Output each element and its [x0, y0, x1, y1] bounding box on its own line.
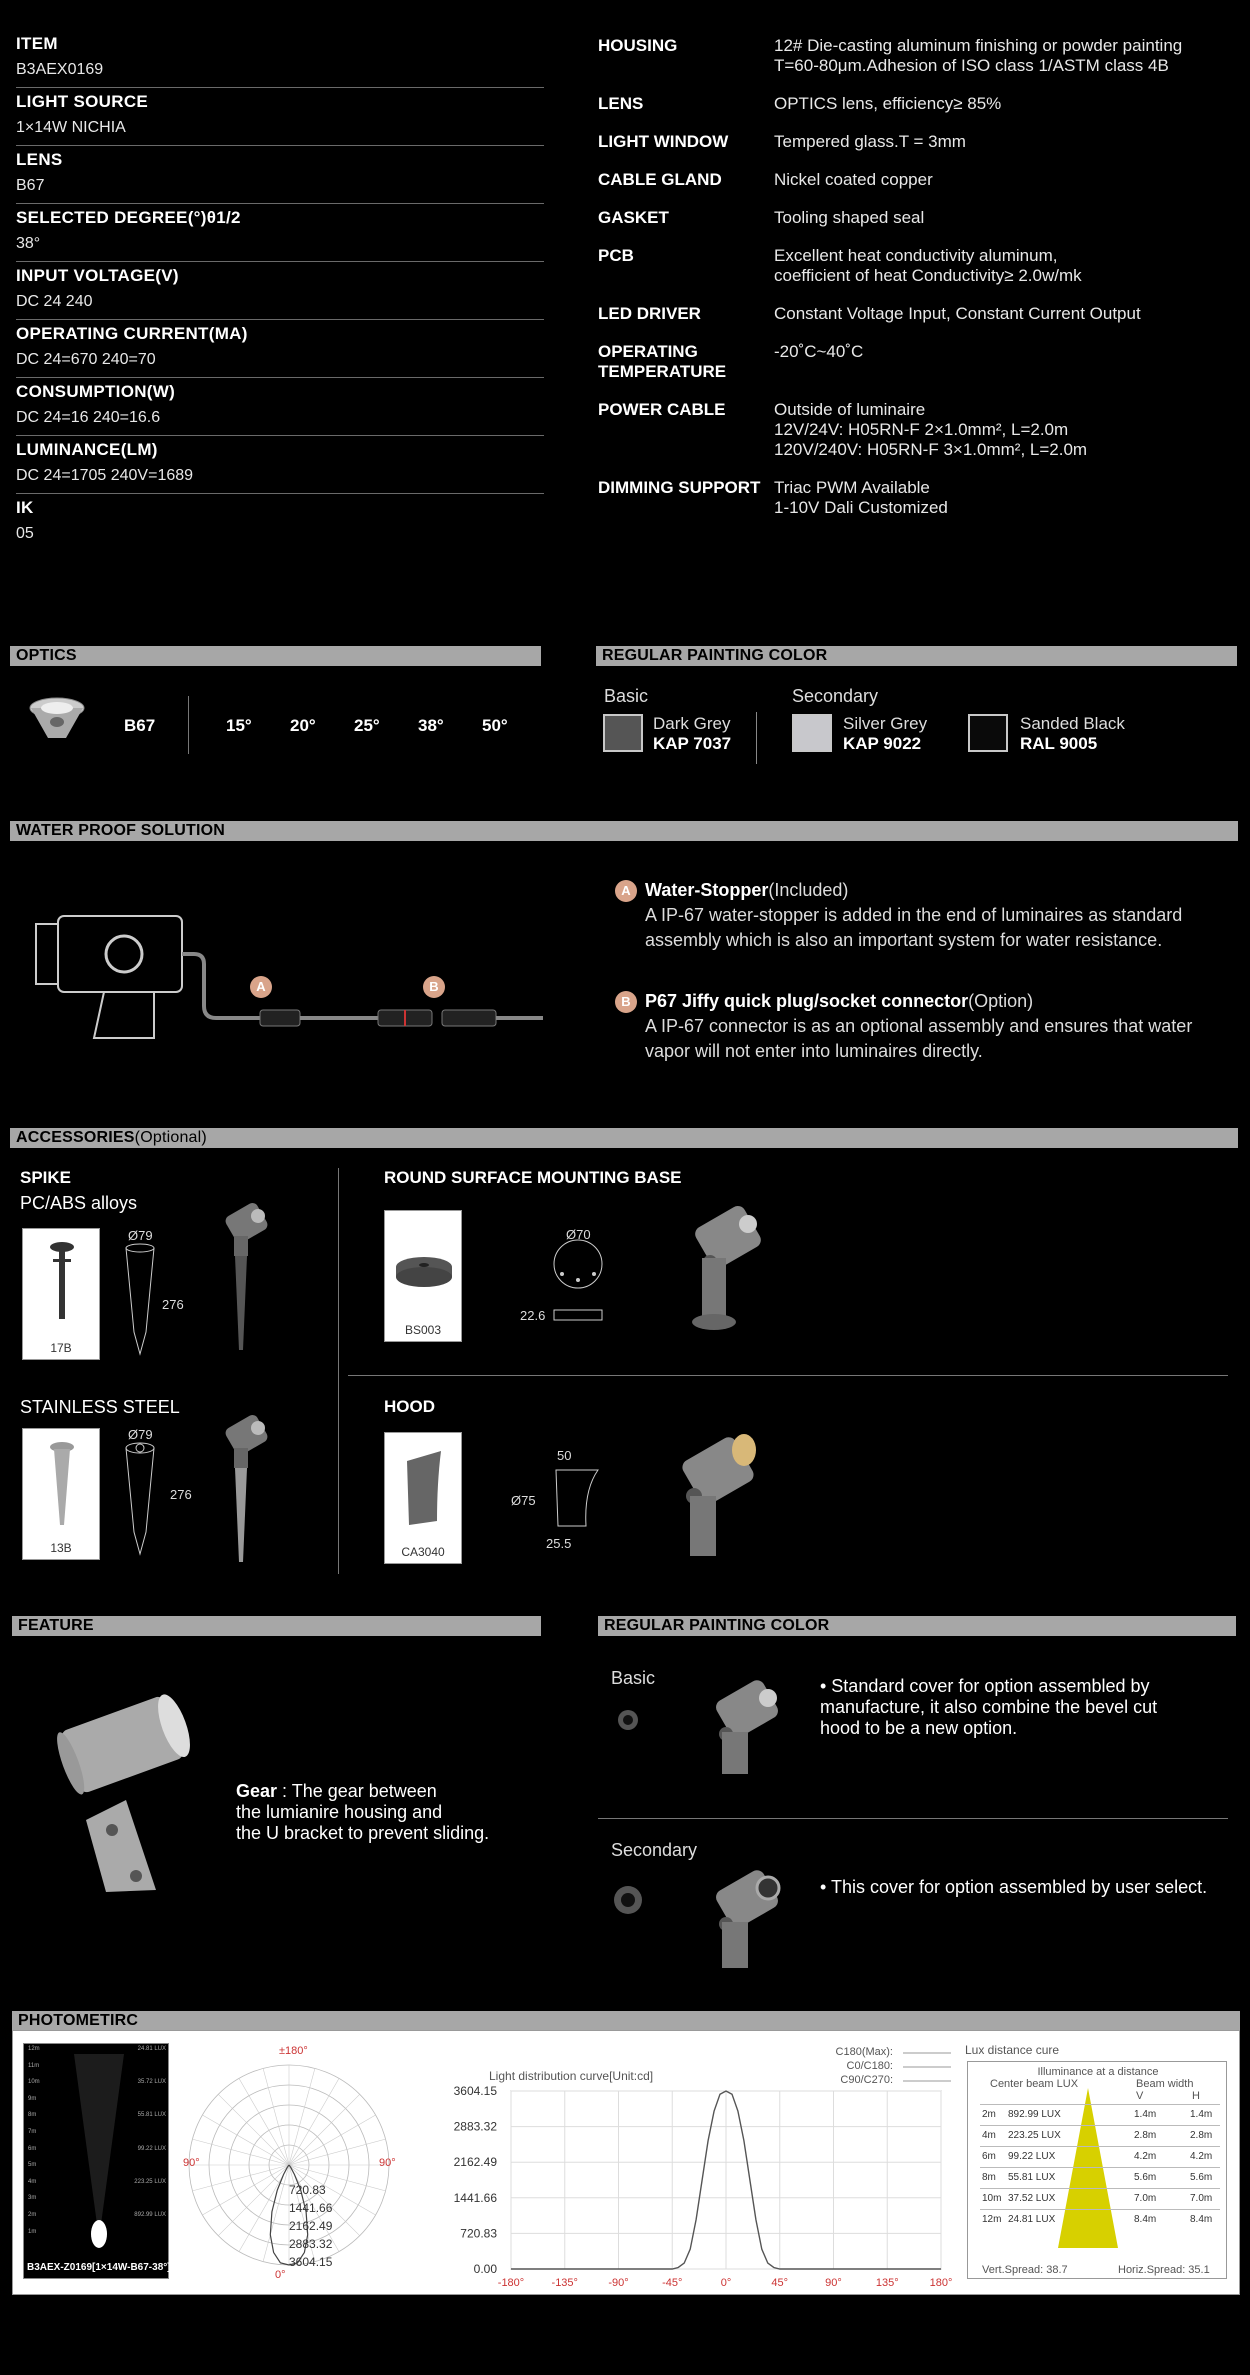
y-tick-label: 2883.32	[453, 2119, 497, 2134]
spec-item	[16, 146, 544, 204]
isolux-distance: 5m	[28, 2162, 37, 2169]
painting-basic-label: Basic	[604, 686, 649, 706]
spike-drawing	[118, 1228, 178, 1356]
isolux-distance: 11m	[28, 2062, 40, 2069]
gear-description: : The gear between the lumianire housing and the U bracket to prevent sliding.	[236, 1781, 490, 1843]
water-stopper-text: A IP-67 water-stopper is added in the end of luminaires as standard assembly which is also an important system for water resistance.	[645, 905, 1183, 950]
spec-value: DC 24=16 240=16.6	[16, 409, 161, 426]
degree-50: 50°	[482, 716, 508, 735]
spec-value: Nickel coated copper	[774, 170, 933, 189]
lux-cell: 12m	[982, 2214, 1002, 2225]
spec-row	[598, 342, 1238, 382]
x-tick-label: -135°	[551, 2277, 578, 2289]
lux-cell: 2.8m	[1190, 2130, 1213, 2141]
lux-cell: 4.2m	[1190, 2151, 1213, 2162]
spec-item	[16, 262, 544, 320]
polar-spoke	[289, 2139, 386, 2165]
hood-drawing	[540, 1460, 610, 1540]
spec-row	[598, 400, 1238, 460]
spec-value: B3AEX0169	[16, 61, 104, 78]
secondary-cover-image	[612, 1884, 644, 1916]
spec-value: Tooling shaped seal	[774, 208, 925, 227]
spec-list-right	[598, 36, 1238, 536]
isolux-distance: 7m	[28, 2129, 37, 2135]
lux-title: Lux distance cure	[965, 2043, 1060, 2057]
spec-row	[598, 36, 1238, 76]
lens-code: B67	[124, 716, 156, 735]
lux-head2: Center beam LUX	[990, 2078, 1079, 2090]
lux-head3: Beam width	[1136, 2078, 1194, 2090]
swatch-silver-grey	[792, 714, 832, 752]
polar-spoke	[239, 2078, 289, 2165]
lux-row	[980, 2209, 1220, 2230]
spike-title: SPIKE	[20, 1168, 72, 1187]
spec-value: Excellent heat conductivity aluminum, coefficient of heat Conductivity≥ 2.0w/mk	[774, 246, 1082, 285]
accessories-header	[10, 1128, 1238, 1148]
lux-cell: 37.52 LUX	[1008, 2193, 1056, 2204]
spec-item	[16, 204, 544, 262]
base-dia: Ø70	[566, 1227, 591, 1242]
spec-value: Outside of luminaire 12V/24V: H05RN-F 2×1.0mm², L=2.0m 120V/240V: H05RN-F 3×1.0mm², L=2.0m	[774, 400, 1088, 459]
spec-key: DIMMING SUPPORT	[598, 478, 761, 497]
spec-key: LENS	[16, 150, 63, 169]
lux-cell: 8.4m	[1134, 2214, 1157, 2225]
gear-label: Gear	[236, 1781, 278, 1801]
y-tick-label: 0.00	[473, 2262, 497, 2276]
spec-value: Triac PWM Available 1-10V Dali Customized	[774, 478, 948, 517]
legend-entry: C180(Max):	[835, 2046, 893, 2058]
polar-spoke	[218, 2165, 289, 2236]
polar-bottom-label: 0°	[275, 2269, 286, 2281]
lens-image	[28, 694, 86, 744]
spike-product-image	[216, 1202, 276, 1352]
spec-item	[16, 494, 544, 551]
lux-cell: 892.99 LUX	[1008, 2109, 1061, 2120]
polar-value: 1441.66	[289, 2201, 333, 2215]
x-tick-label: -180°	[497, 2277, 525, 2289]
lux-head-h: H	[1192, 2090, 1200, 2102]
spec-item	[16, 436, 544, 494]
lux-cell: 2m	[982, 2109, 996, 2120]
lux-table-box	[967, 2061, 1227, 2279]
spec-key: POWER CABLE	[598, 400, 726, 419]
polar-right-label: 90°	[379, 2157, 396, 2169]
spike-code: 17B	[50, 1341, 72, 1355]
y-tick-label: 720.83	[460, 2226, 497, 2241]
accessories-note: (Optional)	[134, 1129, 207, 1146]
x-tick-label: -90°	[608, 2277, 629, 2289]
polar-top-label: ±180°	[279, 2045, 308, 2057]
steel-drawing	[118, 1428, 178, 1556]
degree-15: 15°	[226, 716, 252, 735]
secondary-cover-text: • This cover for option assembled by user select.	[820, 1877, 1208, 1897]
isolux-distance: 3m	[28, 2195, 37, 2202]
spike-material: PC/ABS alloys	[20, 1193, 138, 1213]
spec-list-left	[16, 30, 544, 551]
spike-thumb	[22, 1228, 100, 1360]
spec-row	[598, 170, 1238, 190]
feature-header: FEATURE	[12, 1616, 541, 1636]
hood-thumb	[384, 1432, 462, 1564]
chart-title: Light distribution curve[Unit:cd]	[489, 2069, 654, 2083]
spec-value: B67	[16, 177, 45, 194]
light-distribution-chart	[441, 2039, 961, 2289]
lux-row	[980, 2125, 1220, 2146]
spec-value: DC 24=1705 240V=1689	[16, 467, 194, 484]
lux-cell: 24.81 LUX	[1008, 2214, 1056, 2225]
isolux-lux: 24.81 LUX	[137, 2046, 166, 2052]
polar-spoke	[263, 2068, 289, 2165]
x-tick-label: 180°	[929, 2277, 953, 2289]
spec-value: 12# Die-casting aluminum finishing or powder painting T=60-80μm.Adhesion of ISO class 1/ASTM class 4B	[774, 36, 1183, 75]
lux-distance-panel	[965, 2043, 1229, 2283]
lux-cell: 8m	[982, 2172, 996, 2183]
spec-value: 38°	[16, 235, 41, 252]
waterproof-diagram	[28, 906, 548, 1046]
basic-cover-product	[700, 1676, 790, 1776]
painting-header: REGULAR PAINTING COLOR	[596, 646, 1237, 666]
isolux-lux: 55.81 LUX	[137, 2112, 166, 2119]
y-tick-label: 1441.66	[453, 2190, 497, 2205]
spike-dia: Ø79	[128, 1228, 153, 1243]
spec-key: PCB	[598, 246, 634, 265]
base-thumb	[384, 1210, 462, 1342]
feature-text	[236, 1760, 536, 1844]
lux-cell: 6m	[982, 2151, 996, 2162]
lux-cell: 4.2m	[1134, 2151, 1157, 2162]
isolux-lux: 99.22 LUX	[137, 2145, 166, 2152]
spec-item	[16, 378, 544, 436]
spec-value: -20˚C~40˚C	[774, 342, 864, 361]
steel-len: 276	[170, 1487, 192, 1502]
lux-cell: 5.6m	[1190, 2172, 1213, 2183]
isolux-distance: 2m	[28, 2212, 37, 2218]
jiffy-connector-note: (Option)	[968, 991, 1034, 1011]
painting-divider	[756, 712, 757, 764]
badge-b-diagram: B	[423, 976, 445, 998]
lux-head1: Illuminance at a distance	[1037, 2066, 1159, 2078]
secondary-cover-product	[700, 1866, 790, 1976]
spec-key: OPERATING CURRENT(MA)	[16, 324, 248, 343]
isolux-lux: 223.25 LUX	[134, 2178, 166, 2185]
lux-rows	[980, 2104, 1220, 2230]
painting2-divider	[598, 1818, 1228, 1819]
legend-entry: C0/C180:	[846, 2060, 893, 2072]
steel-product-image	[216, 1414, 276, 1564]
polar-spoke	[289, 2068, 315, 2165]
spec-key: CABLE GLAND	[598, 170, 722, 189]
polar-values	[289, 2181, 332, 2271]
water-stopper-note: (Included)	[768, 880, 849, 900]
optics-divider	[188, 696, 189, 754]
isolux-distance: 12m	[28, 2046, 40, 2052]
painting2-basic-label: Basic	[611, 1668, 656, 1688]
polar-value: 2162.49	[289, 2219, 333, 2233]
lux-cell: 4m	[982, 2130, 996, 2141]
spec-item	[16, 320, 544, 378]
x-tick-label: 135°	[875, 2277, 899, 2289]
color-name-sanded-black: Sanded Black	[1020, 714, 1125, 733]
swatch-sanded-black	[968, 714, 1008, 752]
lux-cell: 8.4m	[1190, 2214, 1213, 2225]
jiffy-connector-title: P67 Jiffy quick plug/socket connector	[645, 991, 969, 1011]
steel-title: STAINLESS STEEL	[20, 1397, 180, 1417]
base-drawing	[540, 1236, 610, 1326]
lux-cell: 10m	[982, 2193, 1002, 2204]
lux-head-v: V	[1136, 2090, 1144, 2102]
isolux-image	[23, 2043, 169, 2279]
badge-a: A	[615, 880, 637, 902]
spec-key: HOUSING	[598, 36, 678, 55]
base-height: 22.6	[520, 1308, 546, 1323]
polar-spoke	[263, 2165, 289, 2262]
lux-row	[980, 2188, 1220, 2209]
polar-chart	[183, 2045, 433, 2285]
spec-key: LED DRIVER	[598, 304, 701, 323]
polar-spoke	[218, 2094, 289, 2165]
spec-row	[598, 478, 1238, 518]
x-tick-label: 90°	[825, 2277, 842, 2289]
polar-value: 3604.15	[289, 2255, 333, 2269]
spec-key: LUMINANCE(LM)	[16, 440, 158, 459]
isolux-distance: 6m	[28, 2145, 37, 2152]
isolux-distance: 8m	[28, 2112, 37, 2119]
spec-key: CONSUMPTION(W)	[16, 382, 176, 401]
polar-value: 2883.32	[289, 2237, 333, 2251]
vert-spread: Vert.Spread: 38.7	[982, 2264, 1068, 2276]
polar-spoke	[192, 2165, 289, 2191]
steel-dia: Ø79	[128, 1427, 153, 1442]
spec-row	[598, 304, 1238, 324]
lux-row	[980, 2104, 1220, 2125]
lux-cell: 7.0m	[1134, 2193, 1157, 2204]
spec-row	[598, 132, 1238, 152]
color-code-sanded-black: RAL 9005	[1020, 734, 1098, 753]
color-code-dark-grey: KAP 7037	[653, 734, 732, 753]
gear-image	[56, 1680, 196, 1900]
color-name-silver-grey: Silver Grey	[843, 714, 928, 733]
painting2-header: REGULAR PAINTING COLOR	[598, 1616, 1236, 1636]
lux-cell: 223.25 LUX	[1008, 2130, 1061, 2141]
isolux-distance: 1m	[28, 2228, 37, 2235]
spec-item	[16, 88, 544, 146]
spec-key: LENS	[598, 94, 644, 113]
optics-header: OPTICS	[10, 646, 541, 666]
jiffy-connector-text: A IP-67 connector is as an optional assembly and ensures that water vapor will not enter into luminaires directly.	[645, 1016, 1193, 1061]
hood-code: CA3040	[401, 1545, 445, 1559]
basic-cover-image	[616, 1708, 640, 1732]
spec-value: OPTICS lens, efficiency≥ 85%	[774, 94, 1002, 113]
polar-left-label: 90°	[183, 2157, 200, 2169]
waterproof-header: WATER PROOF SOLUTION	[10, 821, 1238, 841]
isolux-distance: 9m	[28, 2095, 37, 2102]
polar-spoke	[289, 2078, 339, 2165]
spec-value: Constant Voltage Input, Constant Current Output	[774, 304, 1141, 323]
spec-row	[598, 208, 1238, 228]
spec-key: IK	[16, 498, 34, 517]
line-chart-svg	[441, 2039, 961, 2289]
hood-width: 50	[557, 1448, 572, 1463]
painting-secondary-label: Secondary	[792, 686, 879, 706]
isolux-distance: 4m	[28, 2178, 37, 2185]
base-product-image	[680, 1200, 770, 1340]
lux-cell: 1.4m	[1190, 2109, 1213, 2120]
y-tick-label: 2162.49	[453, 2155, 497, 2170]
base-code: BS003	[404, 1323, 442, 1337]
isolux-lux: 35.72 LUX	[137, 2079, 166, 2086]
polar-value: 720.83	[289, 2183, 326, 2197]
spec-value: 05	[16, 525, 34, 542]
accessories-hdivider	[348, 1375, 1228, 1376]
polar-spoke	[289, 2094, 360, 2165]
painting2-secondary-label: Secondary	[611, 1840, 698, 1860]
spec-item	[16, 30, 544, 88]
spec-row	[598, 94, 1238, 114]
spec-row	[598, 246, 1238, 286]
base-title: ROUND SURFACE MOUNTING BASE	[384, 1168, 682, 1187]
photometric-header: PHOTOMETIRC	[12, 2011, 1240, 2031]
color-code-silver-grey: KAP 9022	[843, 734, 922, 753]
polar-spoke	[202, 2165, 289, 2215]
polar-spoke	[202, 2115, 289, 2165]
lux-row	[980, 2146, 1220, 2167]
spec-value: 1×14W NICHIA	[16, 119, 126, 136]
steel-code: 13B	[50, 1541, 72, 1555]
spec-value: DC 24 240	[16, 293, 93, 310]
lux-cell: 2.8m	[1134, 2130, 1157, 2141]
x-tick-label: 45°	[771, 2277, 789, 2289]
badge-b: B	[615, 991, 637, 1013]
x-tick-label: 0°	[720, 2277, 732, 2289]
isolux-lux: 892.99 LUX	[134, 2212, 166, 2218]
y-tick-label: 3604.15	[453, 2084, 497, 2098]
lux-cell: 99.22 LUX	[1008, 2151, 1056, 2162]
lux-row	[980, 2167, 1220, 2188]
swatch-dark-grey	[603, 714, 643, 752]
polar-spoke	[192, 2139, 289, 2165]
water-stopper-title: Water-Stopper	[645, 880, 769, 900]
hood-height: 25.5	[546, 1536, 572, 1551]
steel-thumb	[22, 1428, 100, 1560]
photometric-panel	[12, 2030, 1240, 2295]
badge-a-diagram: A	[250, 976, 272, 998]
degree-25: 25°	[354, 716, 380, 735]
basic-cover-text: • Standard cover for option assembled by manufacture, it also combine the bevel cut hood to be a new option.	[820, 1676, 1158, 1738]
spec-value: Tempered glass.T = 3mm	[774, 132, 966, 151]
hood-title: HOOD	[384, 1397, 435, 1416]
hood-product-image	[666, 1426, 766, 1576]
spec-key: LIGHT WINDOW	[598, 132, 729, 151]
lux-cell: 1.4m	[1134, 2109, 1157, 2120]
spec-key: INPUT VOLTAGE(V)	[16, 266, 179, 285]
spike-len: 276	[162, 1297, 184, 1312]
isolux-caption: B3AEX-Z0169[1×14W-B67-38°]	[27, 2262, 171, 2273]
spec-value: DC 24=670 240=70	[16, 351, 156, 368]
spec-key: GASKET	[598, 208, 669, 227]
isolux-distance: 10m	[28, 2079, 40, 2086]
horiz-spread: Horiz.Spread: 35.1	[1118, 2264, 1210, 2276]
lux-cell: 7.0m	[1190, 2193, 1213, 2204]
accessories-title: ACCESSORIES	[16, 1129, 135, 1146]
spec-key: OPERATING TEMPERATURE	[598, 342, 727, 381]
degree-38: 38°	[418, 716, 444, 735]
lux-cell: 55.81 LUX	[1008, 2172, 1056, 2183]
lux-cell: 5.6m	[1134, 2172, 1157, 2183]
spec-key: LIGHT SOURCE	[16, 92, 149, 111]
spec-key: ITEM	[16, 34, 58, 53]
legend-entry: C90/C270:	[840, 2074, 893, 2086]
degree-20: 20°	[290, 716, 316, 735]
x-tick-label: -45°	[662, 2277, 683, 2289]
accessories-vdivider	[338, 1168, 339, 1574]
color-name-dark-grey: Dark Grey	[653, 714, 731, 733]
hood-dia: Ø75	[511, 1493, 536, 1508]
polar-spoke	[289, 2115, 376, 2165]
spec-key: SELECTED DEGREE(°)θ1/2	[16, 208, 241, 227]
